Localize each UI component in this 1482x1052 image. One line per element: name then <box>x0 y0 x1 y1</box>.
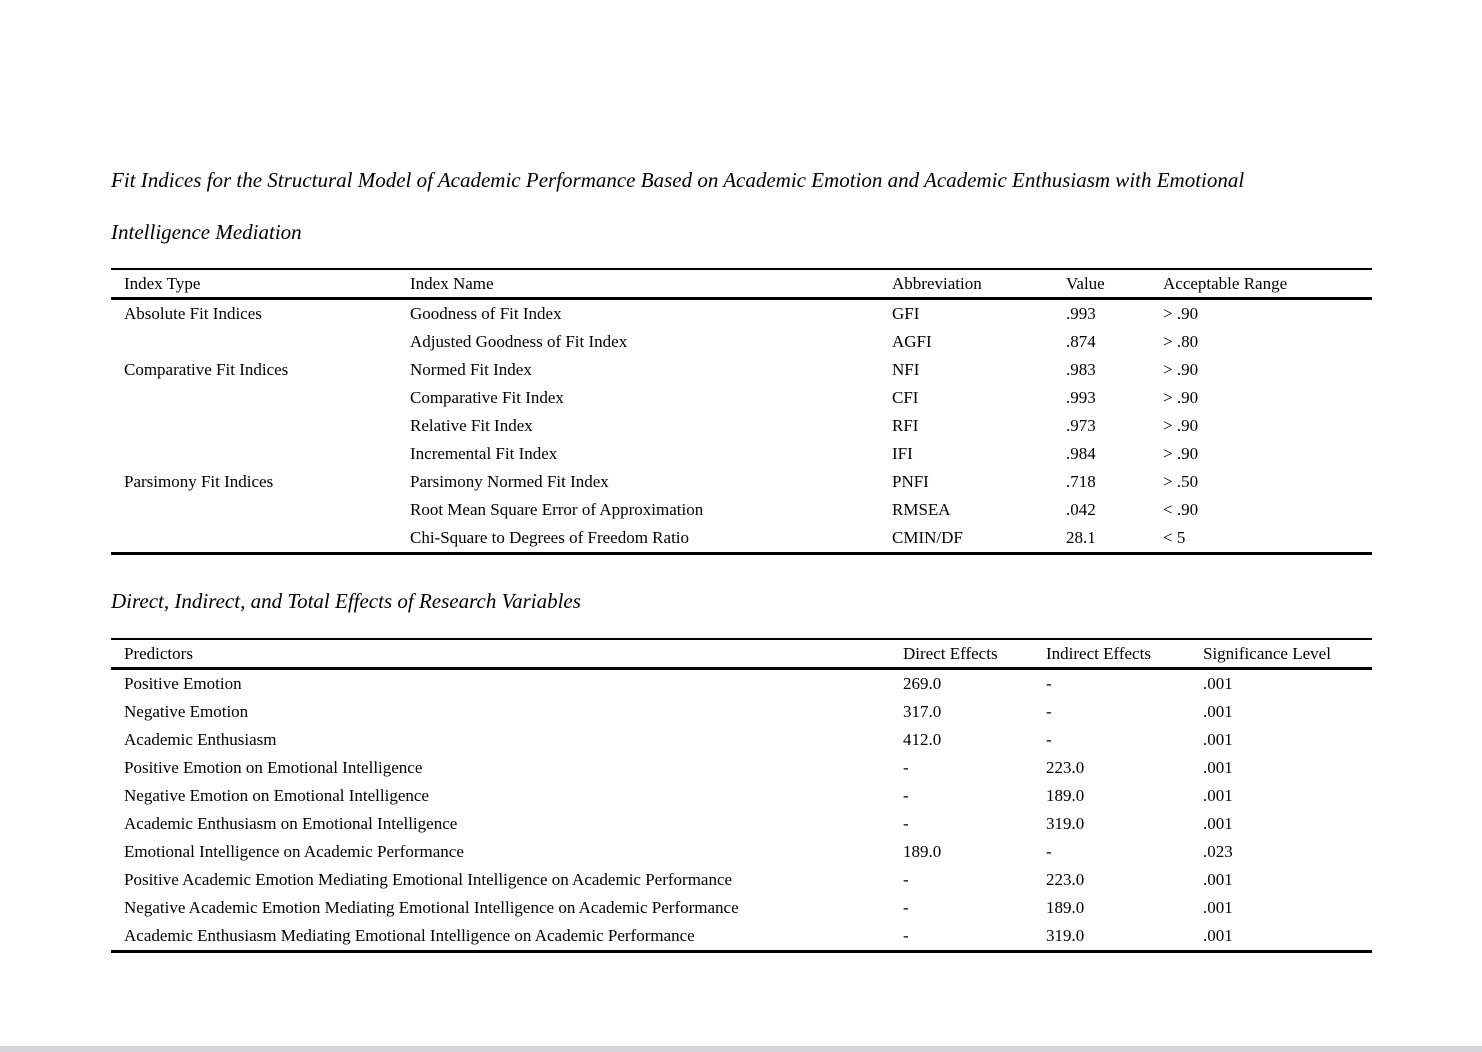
table-cell: .973 <box>1066 416 1096 435</box>
table-cell <box>111 412 410 440</box>
table-cell: Incremental Fit Index <box>410 444 558 463</box>
table-row <box>111 412 1372 440</box>
table-row <box>111 726 1372 754</box>
table-cell: - <box>903 758 909 777</box>
table-row <box>111 698 1372 726</box>
table-cell: Normed Fit Index <box>410 360 532 379</box>
table-row <box>111 299 1372 329</box>
table-cell: 269.0 <box>903 674 942 693</box>
table-cell: Parsimony Fit Indices <box>124 472 274 491</box>
table-row <box>111 524 1372 554</box>
table-cell <box>111 384 410 412</box>
table-cell: > .50 <box>1163 472 1199 491</box>
table-cell: .718 <box>1066 472 1096 491</box>
table-cell: CFI <box>892 388 919 407</box>
fit_table-column-header: Index Name <box>410 269 892 299</box>
table-cell: Negative Emotion <box>124 702 249 721</box>
table-cell: 189.0 <box>1046 898 1085 917</box>
table-cell: Root Mean Square Error of Approximation <box>410 500 704 519</box>
table-row <box>111 810 1372 838</box>
table-cell: 412.0 <box>903 730 942 749</box>
table-cell: PNFI <box>892 472 929 491</box>
table-cell: Negative Emotion on Emotional Intelligence <box>124 786 429 805</box>
table-cell: Adjusted Goodness of Fit Index <box>410 332 628 351</box>
fit_table-column-header: Value <box>1066 269 1163 299</box>
table-cell: Academic Enthusiasm <box>124 730 277 749</box>
table-cell: .001 <box>1203 926 1233 945</box>
table-row <box>111 669 1372 699</box>
effects-table-container <box>111 638 1372 953</box>
table-row <box>111 440 1372 468</box>
table-cell: .042 <box>1066 500 1096 519</box>
table-cell: Positive Academic Emotion Mediating Emotional Intelligence on Academic Performance <box>124 870 733 889</box>
table-cell: NFI <box>892 360 920 379</box>
fit_table-column-header: Abbreviation <box>892 269 1066 299</box>
table-cell: - <box>903 786 909 805</box>
table-cell: 317.0 <box>903 702 942 721</box>
table-cell: Academic Enthusiasm on Emotional Intelligence <box>124 814 458 833</box>
table-cell: Positive Emotion on Emotional Intelligence <box>124 758 423 777</box>
fit_table-column-header: Index Type <box>111 269 410 299</box>
table-cell: > .90 <box>1163 444 1199 463</box>
fit-table-title-line2: Intelligence Mediation <box>111 220 302 244</box>
table-row <box>111 356 1372 384</box>
table-cell <box>111 496 410 524</box>
fit-indices-header-row <box>111 269 1372 299</box>
table-cell: CMIN/DF <box>892 528 963 547</box>
table-cell: RMSEA <box>892 500 951 519</box>
table-cell: Academic Enthusiasm Mediating Emotional Intelligence on Academic Performance <box>124 926 695 945</box>
table-cell: .993 <box>1066 304 1096 323</box>
table-cell: .983 <box>1066 360 1096 379</box>
table-cell: > .90 <box>1163 388 1199 407</box>
table-cell: > .80 <box>1163 332 1199 351</box>
table-cell <box>111 440 410 468</box>
table-cell: RFI <box>892 416 919 435</box>
table-cell: .001 <box>1203 758 1233 777</box>
table-cell: < 5 <box>1163 528 1186 547</box>
table-row <box>111 838 1372 866</box>
table-cell: 319.0 <box>1046 926 1085 945</box>
effects-table <box>111 638 1372 953</box>
table-cell: .001 <box>1203 730 1233 749</box>
fit-table-title-line1: Fit Indices for the Structural Model of Academic Performance Based on Academic Emotion and Academic Enthusiasm with Emotional <box>111 168 1245 192</box>
table-cell: - <box>903 898 909 917</box>
table-row <box>111 328 1372 356</box>
effects_table-column-header: Significance Level <box>1203 639 1372 669</box>
effects-table-title: Direct, Indirect, and Total Effects of Research Variables <box>111 589 581 613</box>
table-cell: .023 <box>1203 842 1233 861</box>
fit-indices-table-container <box>111 268 1372 555</box>
table-cell: 223.0 <box>1046 758 1085 777</box>
window-bottom-edge <box>0 1046 1482 1052</box>
table-cell <box>111 524 410 554</box>
table-cell: AGFI <box>892 332 932 351</box>
table-cell: - <box>903 814 909 833</box>
table-cell: Negative Academic Emotion Mediating Emotional Intelligence on Academic Performance <box>124 898 739 917</box>
table-cell: > .90 <box>1163 360 1199 379</box>
table-cell: GFI <box>892 304 920 323</box>
table-cell: < .90 <box>1163 500 1199 519</box>
table-cell: .001 <box>1203 702 1233 721</box>
effects_table-column-header: Indirect Effects <box>1046 639 1203 669</box>
fit_table-column-header: Acceptable Range <box>1163 269 1372 299</box>
table-cell: - <box>1046 730 1052 749</box>
table-cell: 189.0 <box>1046 786 1085 805</box>
fit-indices-table <box>111 268 1372 555</box>
table-row <box>111 496 1372 524</box>
table-cell: > .90 <box>1163 416 1199 435</box>
fit-table-title <box>111 154 1379 258</box>
table-cell: 223.0 <box>1046 870 1085 889</box>
table-cell: Absolute Fit Indices <box>124 304 262 323</box>
effects_table-column-header: Direct Effects <box>903 639 1046 669</box>
table-row <box>111 384 1372 412</box>
table-cell: > .90 <box>1163 304 1199 323</box>
table-cell: - <box>1046 674 1052 693</box>
table-cell: .001 <box>1203 786 1233 805</box>
table-cell: .874 <box>1066 332 1096 351</box>
table-cell: Chi-Square to Degrees of Freedom Ratio <box>410 528 690 547</box>
table-cell <box>111 328 410 356</box>
table-cell: 189.0 <box>903 842 942 861</box>
table-cell: 28.1 <box>1066 528 1096 547</box>
table-cell: 319.0 <box>1046 814 1085 833</box>
table-cell: Positive Emotion <box>124 674 242 693</box>
table-cell: Parsimony Normed Fit Index <box>410 472 609 491</box>
table-cell: .001 <box>1203 898 1233 917</box>
table-cell: - <box>1046 842 1052 861</box>
table-cell: .001 <box>1203 814 1233 833</box>
table-cell: Comparative Fit Indices <box>124 360 289 379</box>
table-cell: Comparative Fit Index <box>410 388 564 407</box>
table-row <box>111 922 1372 952</box>
table-row <box>111 754 1372 782</box>
table-cell: .001 <box>1203 870 1233 889</box>
table-cell: - <box>903 870 909 889</box>
table-row <box>111 866 1372 894</box>
table-cell: .001 <box>1203 674 1233 693</box>
table-cell: IFI <box>892 444 913 463</box>
table-row <box>111 894 1372 922</box>
effects-header-row <box>111 639 1372 669</box>
table-cell: Relative Fit Index <box>410 416 533 435</box>
table-cell: .984 <box>1066 444 1096 463</box>
table-row <box>111 468 1372 496</box>
table-cell: Emotional Intelligence on Academic Performance <box>124 842 464 861</box>
table-row <box>111 782 1372 810</box>
table-cell: Goodness of Fit Index <box>410 304 562 323</box>
table-cell: .993 <box>1066 388 1096 407</box>
table-cell: - <box>903 926 909 945</box>
effects_table-column-header: Predictors <box>111 639 903 669</box>
table-cell: - <box>1046 702 1052 721</box>
